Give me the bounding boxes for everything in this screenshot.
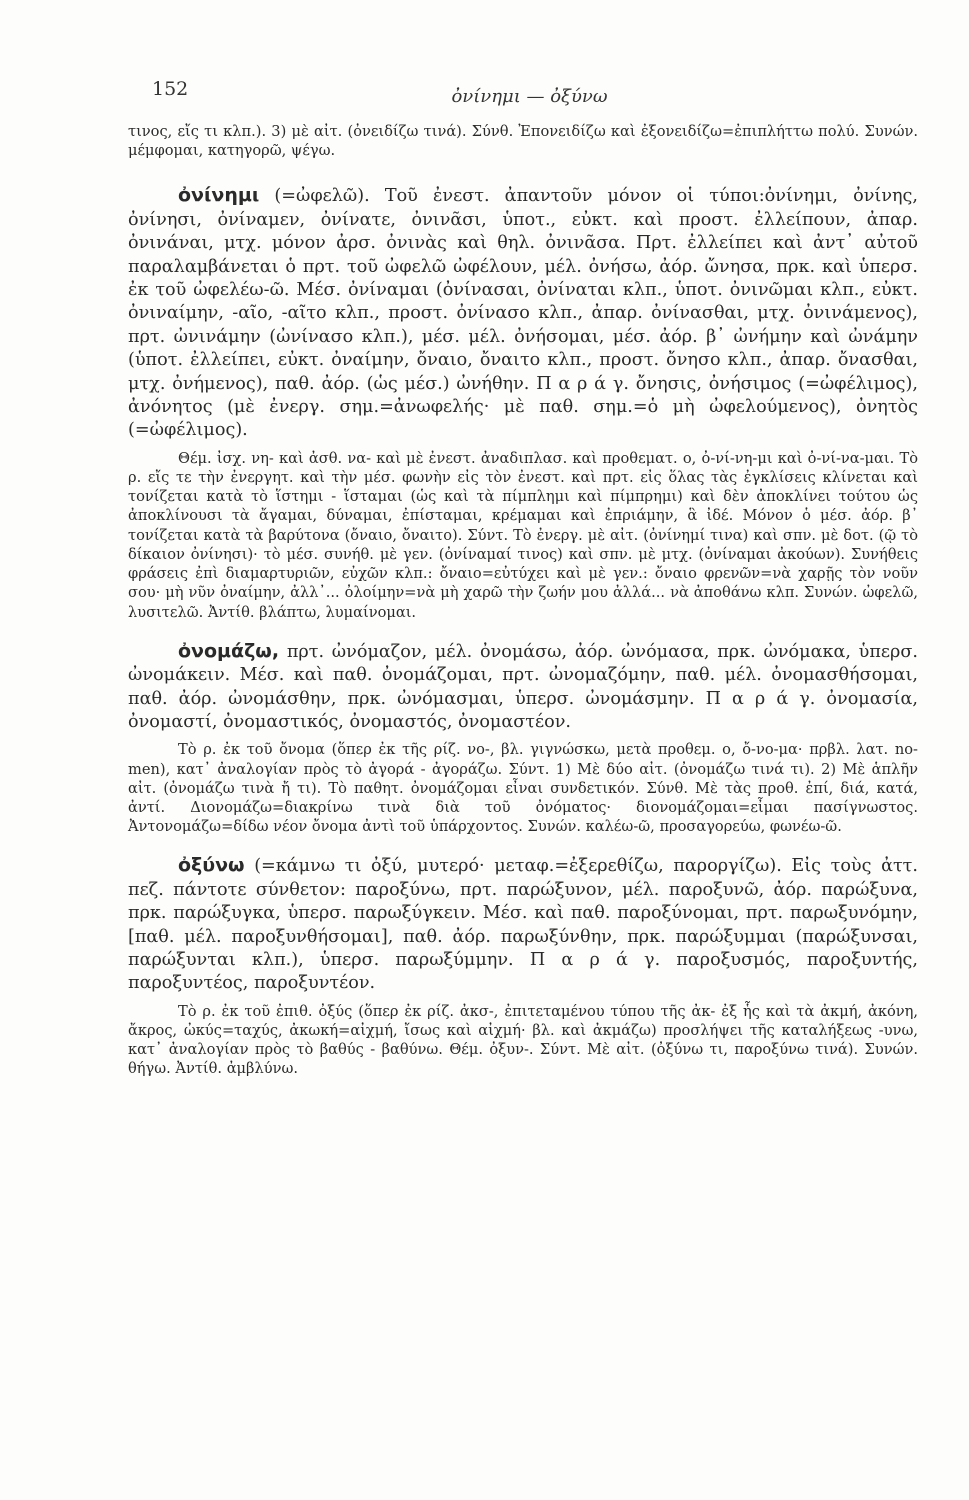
page-content: [128, 122, 918, 1089]
intro-continuation: τινος, εἴς τι κλπ.). 3) μὲ αἰτ. (ὀνειδίζω τινά). Σύνθ. Ἐπονειδίζω καὶ ἐξονειδίζω=ἐπιπλήττω πολύ. Συνών. μέμφομαι, κατηγορῶ, ψέγω.: [128, 123, 918, 160]
entry-etymology-note: Θέμ. ἰσχ. νη- καὶ ἀσθ. να- καὶ μὲ ἐνεστ. ἀναδιπλασ. καὶ προθεματ. ο, ὀ-νί-νη-μι καὶ ὀ-νί-να-μαι. Τὸ ρ. εἴς τε τὴν ἐνεργητ. καὶ τὴν μέσ. φωνὴν εἰς τὸν ἐνεστ. καὶ πρτ. εἰς ὅλας τὰς ἐγκλίσεις κλίνεται καὶ τονίζεται κατὰ τὸ ἵστημι - ἵσταμαι (ὡς καὶ τὰ πίμπλημι καὶ πίμπρημι) καὶ δὲν ἀποκλίνει τούτου ὡς ἀποκλίνουσι τὰ ἄγαμαι, δύναμαι, ἐπίσταμαι, κρέμαμαι καὶ ἐπριάμην, ἃ ἰδέ. Μόνον ὁ μέσ. ἀόρ. β᾽ τονίζεται κατὰ τὰ βαρύτονα (ὄναιο, ὄναιτο). Σύντ. Τὸ ἐνεργ. μὲ αἰτ. (ὀνίνημί τινα) καὶ σπν. μὲ δοτ. (ῷ τὸ δίκαιον ὀνίνησι)· τὸ μέσ. συνήθ. μὲ γεν. (ὀνίναμαί τινος) καὶ σπν. μὲ μτχ. (ὀνίναμαι ἀκούων). Συνήθεις φράσεις ἐπὶ διαμαρτυριῶν, εὐχῶν κλπ.: ὄναιο=εὐτύχει καὶ μὲ γεν.: ὄναιο φρενῶν=νὰ χαρῇς τὸν νοῦν σου· μὴ νῦν ὀναίμην, ἀλλ᾽... ὀλοίμην=νὰ μὴ χαρῶ τὴν ζωήν μου ἀλλά... νὰ ἀποθάνω κλπ. Συνών. ὠφελῶ, λυσιτελῶ. Ἀντίθ. βλάπτω, λυμαίνομαι.: [128, 449, 918, 621]
entry-headword: ὀξύνω: [178, 854, 245, 877]
running-head: ὀνίνημι — ὀξύνω: [451, 86, 608, 107]
entry-main: [128, 184, 918, 442]
entry-body: (=ὠφελῶ). Τοῦ ἐνεστ. ἀπαντοῦν μόνον οἱ τύποι:ὀνίνημι, ὀνίνης, ὀνίνησι, ὀνίναμεν, ὀνίνατε, ὀνινᾶσι, ὑποτ., εὐκτ. καὶ προστ. ἐλλείπουν, ἀπαρ. ὀνινάναι, μτχ. μόνον ἀρσ. ὀνινὰς καὶ θηλ. ὀνινᾶσα. Πρτ. ἐλλείπει καὶ ἀντ᾽ αὐτοῦ παραλαμβάνεται ὁ πρτ. τοῦ ὠφελῶ ὠφέλουν, μέλ. ὀνήσω, ἀόρ. ὤνησα, πρκ. καὶ ὑπερσ. ἐκ τοῦ ὠφελέω-ῶ. Μέσ. ὀνίναμαι (ὀνίνασαι, ὀνίναται κλπ., ὑποτ. ὀνινῶμαι κλπ., εὐκτ. ὀνιναίμην, -αῖο, -αῖτο κλπ., προστ. ὀνίνασο κλπ., ἀπαρ. ὀνίνασθαι, μτχ. ὀνινάμενος), πρτ. ὠνινάμην (ὠνίνασο κλπ.), μέσ. μέλ. ὀνήσομαι, μέσ. ἀόρ. β᾽ ὠνήμην καὶ ὠνάμην (ὑποτ. ἐλλείπει, εὐκτ. ὀναίμην, ὄναιο, ὄναιτο κλπ., προστ. ὄνησο κλπ., ἀπαρ. ὄνασθαι, μτχ. ὀνήμενος), παθ. ἀόρ. (ὡς μέσ.) ὠνήθην. Π α ρ ά γ. ὄνησις, ὀνήσιμος (=ὠφέλιμος), ἀνόνητος (μὲ ἐνεργ. σημ.=ἀνωφελής· μὲ παθ. σημ.=ὁ μὴ ὠφελούμενος), ὀνητὸς (=ὠφέλιμος).: [128, 186, 919, 441]
entry-body: πρτ. ὠνόμαζον, μέλ. ὀνομάσω, ἀόρ. ὠνόμασα, πρκ. ὠνόμακα, ὑπερσ. ὠνομάκειν. Μέσ. καὶ παθ. ὀνομάζομαι, πρτ. ὠνομαζόμην, παθ. μέλ. ὀνομασθήσομαι, παθ. ἀόρ. ὠνομάσθην, πρκ. ὠνόμασμαι, ὑπερσ. ὠνομάσμην. Π α ρ ά γ. ὀνομασία, ὀνομαστί, ὀνομαστικός, ὀνομαστός, ὀνομαστέον.: [128, 641, 918, 732]
entry-headword: ὀνίνημι: [178, 184, 260, 207]
entry-etymology-note: Τὸ ρ. ἐκ τοῦ ὄνομα (ὅπερ ἐκ τῆς ρίζ. νο-, βλ. γιγνώσκω, μετὰ προθεμ. ο, ὄ-νο-μα· πρβλ. λατ. no-men), κατ᾽ ἀναλογίαν πρὸς τὸ ἀγορά - ἀγοράζω. Σύντ. 1) Μὲ δύο αἰτ. (ὀνομάζω τινά τι). 2) Μὲ ἁπλῆν αἰτ. (ὀνομάζω τινὰ ἤ τι). Τὸ παθητ. ὀνομάζομαι εἶναι συνδετικόν. Σύνθ. Μὲ τὰς προθ. ἐπί, διά, κατά, ἀντί. Διονομάζω=διακρίνω τινὰ διὰ τοῦ ὀνόματος· διονομάζομαι=εἶμαι πασίγνωστος. Ἀντονομάζω=δίδω νέον ὄνομα ἀντὶ τοῦ ὑπάρχοντος. Συνών. καλέω-ῶ, προσαγορεύω, φωνέω-ῶ.: [128, 741, 918, 836]
entry-headword: ὀνομάζω,: [178, 639, 280, 662]
entry-oxyno: [128, 854, 918, 1078]
entry-onomazo: [128, 640, 918, 837]
page-number: 152: [152, 78, 189, 100]
entry-body: (=κάμνω τι ὀξύ, μυτερό· μεταφ.=ἐξερεθίζω, παροργίζω). Εἰς τοὺς ἀττ. πεζ. πάντοτε σύνθετον: παροξύνω, πρτ. παρώξυνον, μέλ. παροξυνῶ, ἀόρ. παρώξυνα, πρκ. παρώξυγκα, ὑπερσ. παρωξύγκειν. Μέσ. καὶ παθ. παροξύνομαι, πρτ. παρωξυνόμην, [παθ. μέλ. παροξυνθήσομαι], παθ. ἀόρ. παρωξύνθην, πρκ. παρώξυμμαι (παρώξυνσαι, παρώξυνται κλπ.), ὑπερσ. παρωξύμμην. Π α ρ ά γ. παροξυσμός, παροξυντής, παροξυντέος, παροξυντέον.: [128, 856, 919, 994]
entry-oninemi: [128, 184, 918, 621]
entry-main: [128, 640, 918, 735]
entry-etymology-note: Τὸ ρ. ἐκ τοῦ ἐπιθ. ὀξύς (ὅπερ ἐκ ρίζ. ἀκσ-, ἐπιτεταμένου τύπου τῆς ἀκ- ἐξ ἧς καὶ τὰ ἀκμή, ἀκόνη, ἄκρος, ὠκύς=ταχύς, ἀκωκή=αἰχμή, ἴσως καὶ αἰχμή· βλ. καὶ ἀκμάζω) προσλήψει τῆς καταλήξεως -υνω, κατ᾽ ἀναλογίαν πρὸς τὸ βαθύς - βαθύνω. Θέμ. ὀξυν-. Σύντ. Μὲ αἰτ. (ὀξύνω τι, παροξύνω τινά). Συνών. θήγω. Ἀντίθ. ἀμβλύνω.: [128, 1002, 918, 1078]
entry-main: [128, 854, 918, 995]
